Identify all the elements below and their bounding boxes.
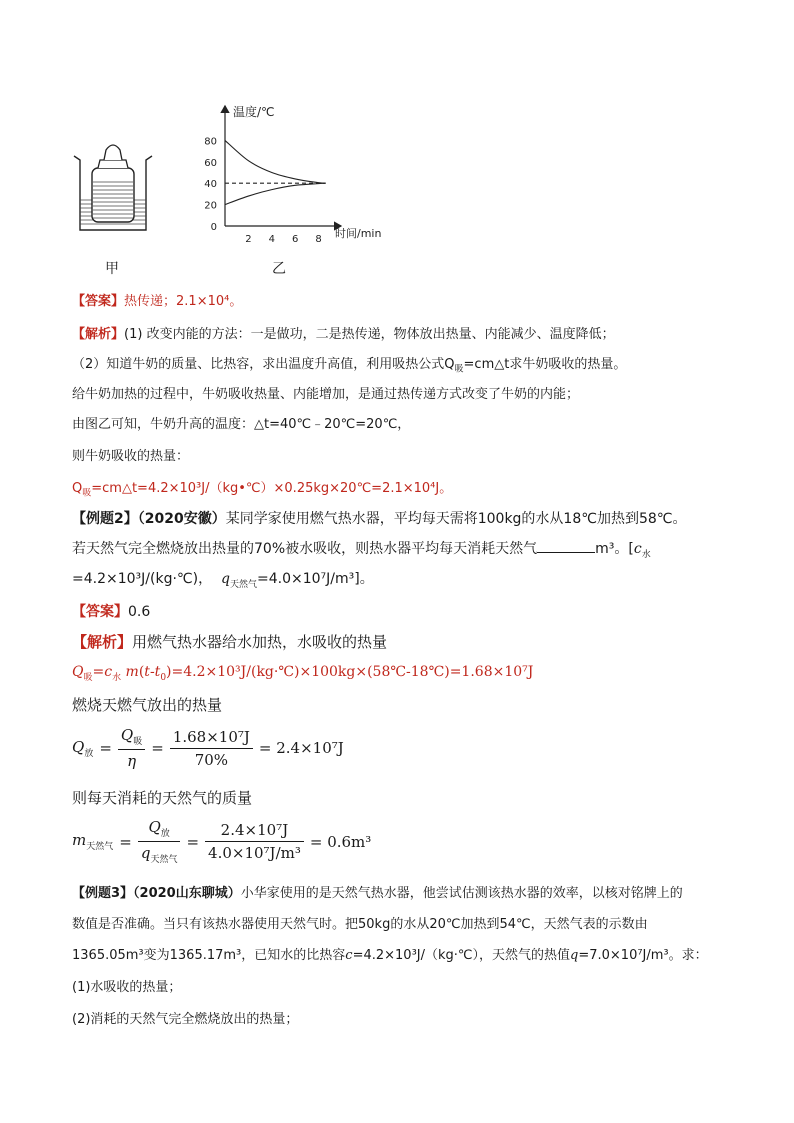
answer-tag: 【答案】 — [72, 294, 125, 309]
ex2-source: （2020安徽） — [137, 511, 226, 527]
analysis-text: (1) 改变内能的方法：一是做功，二是热传递，物体放出热量、内能减少、温度降低； — [124, 327, 615, 342]
series-line-2 — [225, 183, 326, 204]
analysis-tag: 【解析】 — [72, 327, 125, 342]
figure-caption-right: 乙 — [272, 261, 286, 277]
ex3-question-line1: 【例题3】（2020山东聊城）小华家使用的是天然气热水器，他尝试估测该热水器的效率，以核对铭牌上的 — [72, 886, 683, 901]
x-tick-label: 8 — [315, 234, 322, 245]
ex1-answer — [72, 290, 242, 309]
y-tick-label: 40 — [204, 179, 217, 191]
answer-blank — [537, 538, 595, 553]
ex2-tag: 【例题2】 — [72, 511, 138, 527]
formula-gas-mass: $m_{天然气}$ = $\frac{Q_放}{q_{天然气}}$ = $\frac{\text{2.4×10⁷J}}{\text{4.0×10⁷J/m³}}$ = 0.6m³ — [72, 818, 372, 865]
x-tick-label: 4 — [268, 234, 275, 245]
y-axis-label: 温度/℃ — [233, 105, 275, 119]
ex1-analysis-line1 — [72, 323, 615, 342]
ex1-analysis-line6: $Q_吸=cm\triangle t=4.2\times 10^3J/(kg•℃)\times 0.25kg\times 20℃=2.1\times 10^4J$。 — [72, 481, 453, 499]
x-axis-label: 时间/min — [335, 227, 382, 240]
ex3-question-line3: 1365.05m³变为1365.17m³，已知水的比热容c=4.2×10³J/（kg·℃），天然气的热值q=7.0×10⁷J/m³。求： — [72, 948, 708, 963]
ex1-analysis-line4: 由图乙可知，牛奶升高的温度：△t=40℃﹣20℃=20℃， — [72, 417, 411, 432]
y-tick-label: 80 — [204, 136, 217, 148]
figure-caption-left: 甲 — [105, 261, 119, 277]
series-line-1 — [225, 140, 326, 183]
y-tick-label: 20 — [204, 200, 217, 212]
ex1-analysis-line2: （2）知道牛奶的质量、比热容，求出温度升高值，利用吸热公式$Q_吸=cm\triangle t$求牛奶吸收的热量。 — [72, 357, 627, 375]
x-tick-label: 6 — [292, 234, 299, 245]
ex2-analysis-line1: 【解析】用燃气热水器给水加热，水吸收的热量 — [72, 633, 388, 651]
ex3-question-item1: (1)水吸收的热量； — [72, 980, 182, 995]
x-tick-label: 2 — [245, 234, 252, 245]
ex3-question-item2: (2)消耗的天然气完全燃烧放出的热量； — [72, 1012, 299, 1027]
ex1-analysis-line3: 给牛奶加热的过程中，牛奶吸收热量、内能增加，是通过热传递方式改变了牛奶的内能； — [72, 387, 580, 402]
ex2-analysis-line2: $Q_吸=c_水$ $m(t-t_0)=4.2\times 10^3J/(kg\cdot℃)\times 100kg\times(58℃-18℃)=1.68\times 10^7J$ — [72, 664, 534, 683]
temperature-chart — [195, 98, 395, 246]
ex3-tag: 【例题3】 — [72, 886, 134, 901]
ex2-question-line3: =4.2×10³J/(kg·℃)， $q_{天然气}=4.0\times 10^7J/m^3$]。 — [72, 571, 374, 590]
y-tick-label: 60 — [204, 157, 217, 169]
answer-text: 热传递；2.1×10⁴。 — [124, 294, 243, 309]
ex2-question-line1: 【例题2】（2020安徽）某同学家使用燃气热水器，平均每天需将100kg的水从18℃加热到58℃。 — [72, 511, 687, 527]
ex2-question-line2: 若天然气完全燃烧放出热量的70%被水吸收，则热水器平均每天消耗天然气 m³。[$c_水$ — [72, 538, 651, 560]
formula-heat-released: $Q_放$ = $\frac{Q_吸}{\eta}$ = $\frac{\text{1.68×10⁷J}}{70\%}$ = 2.4×10⁷J — [72, 726, 344, 770]
y-tick-label: 0 — [210, 222, 217, 233]
ex3-source: （2020山东聊城） — [133, 886, 241, 901]
ex2-analysis-line3: 燃烧天燃气放出的热量 — [72, 696, 223, 714]
beaker-diagram — [72, 138, 154, 234]
ex1-analysis-line5: 则牛奶吸收的热量： — [72, 449, 190, 464]
ex3-question-line2: 数值是否准确。当只有该热水器使用天然气时。把50kg的水从20℃加热到54℃，天然气表的示数由 — [72, 917, 648, 932]
ex2-analysis-line4: 则每天消耗的天然气的质量 — [72, 789, 253, 807]
ex2-answer: 【答案】0.6 — [72, 604, 151, 620]
